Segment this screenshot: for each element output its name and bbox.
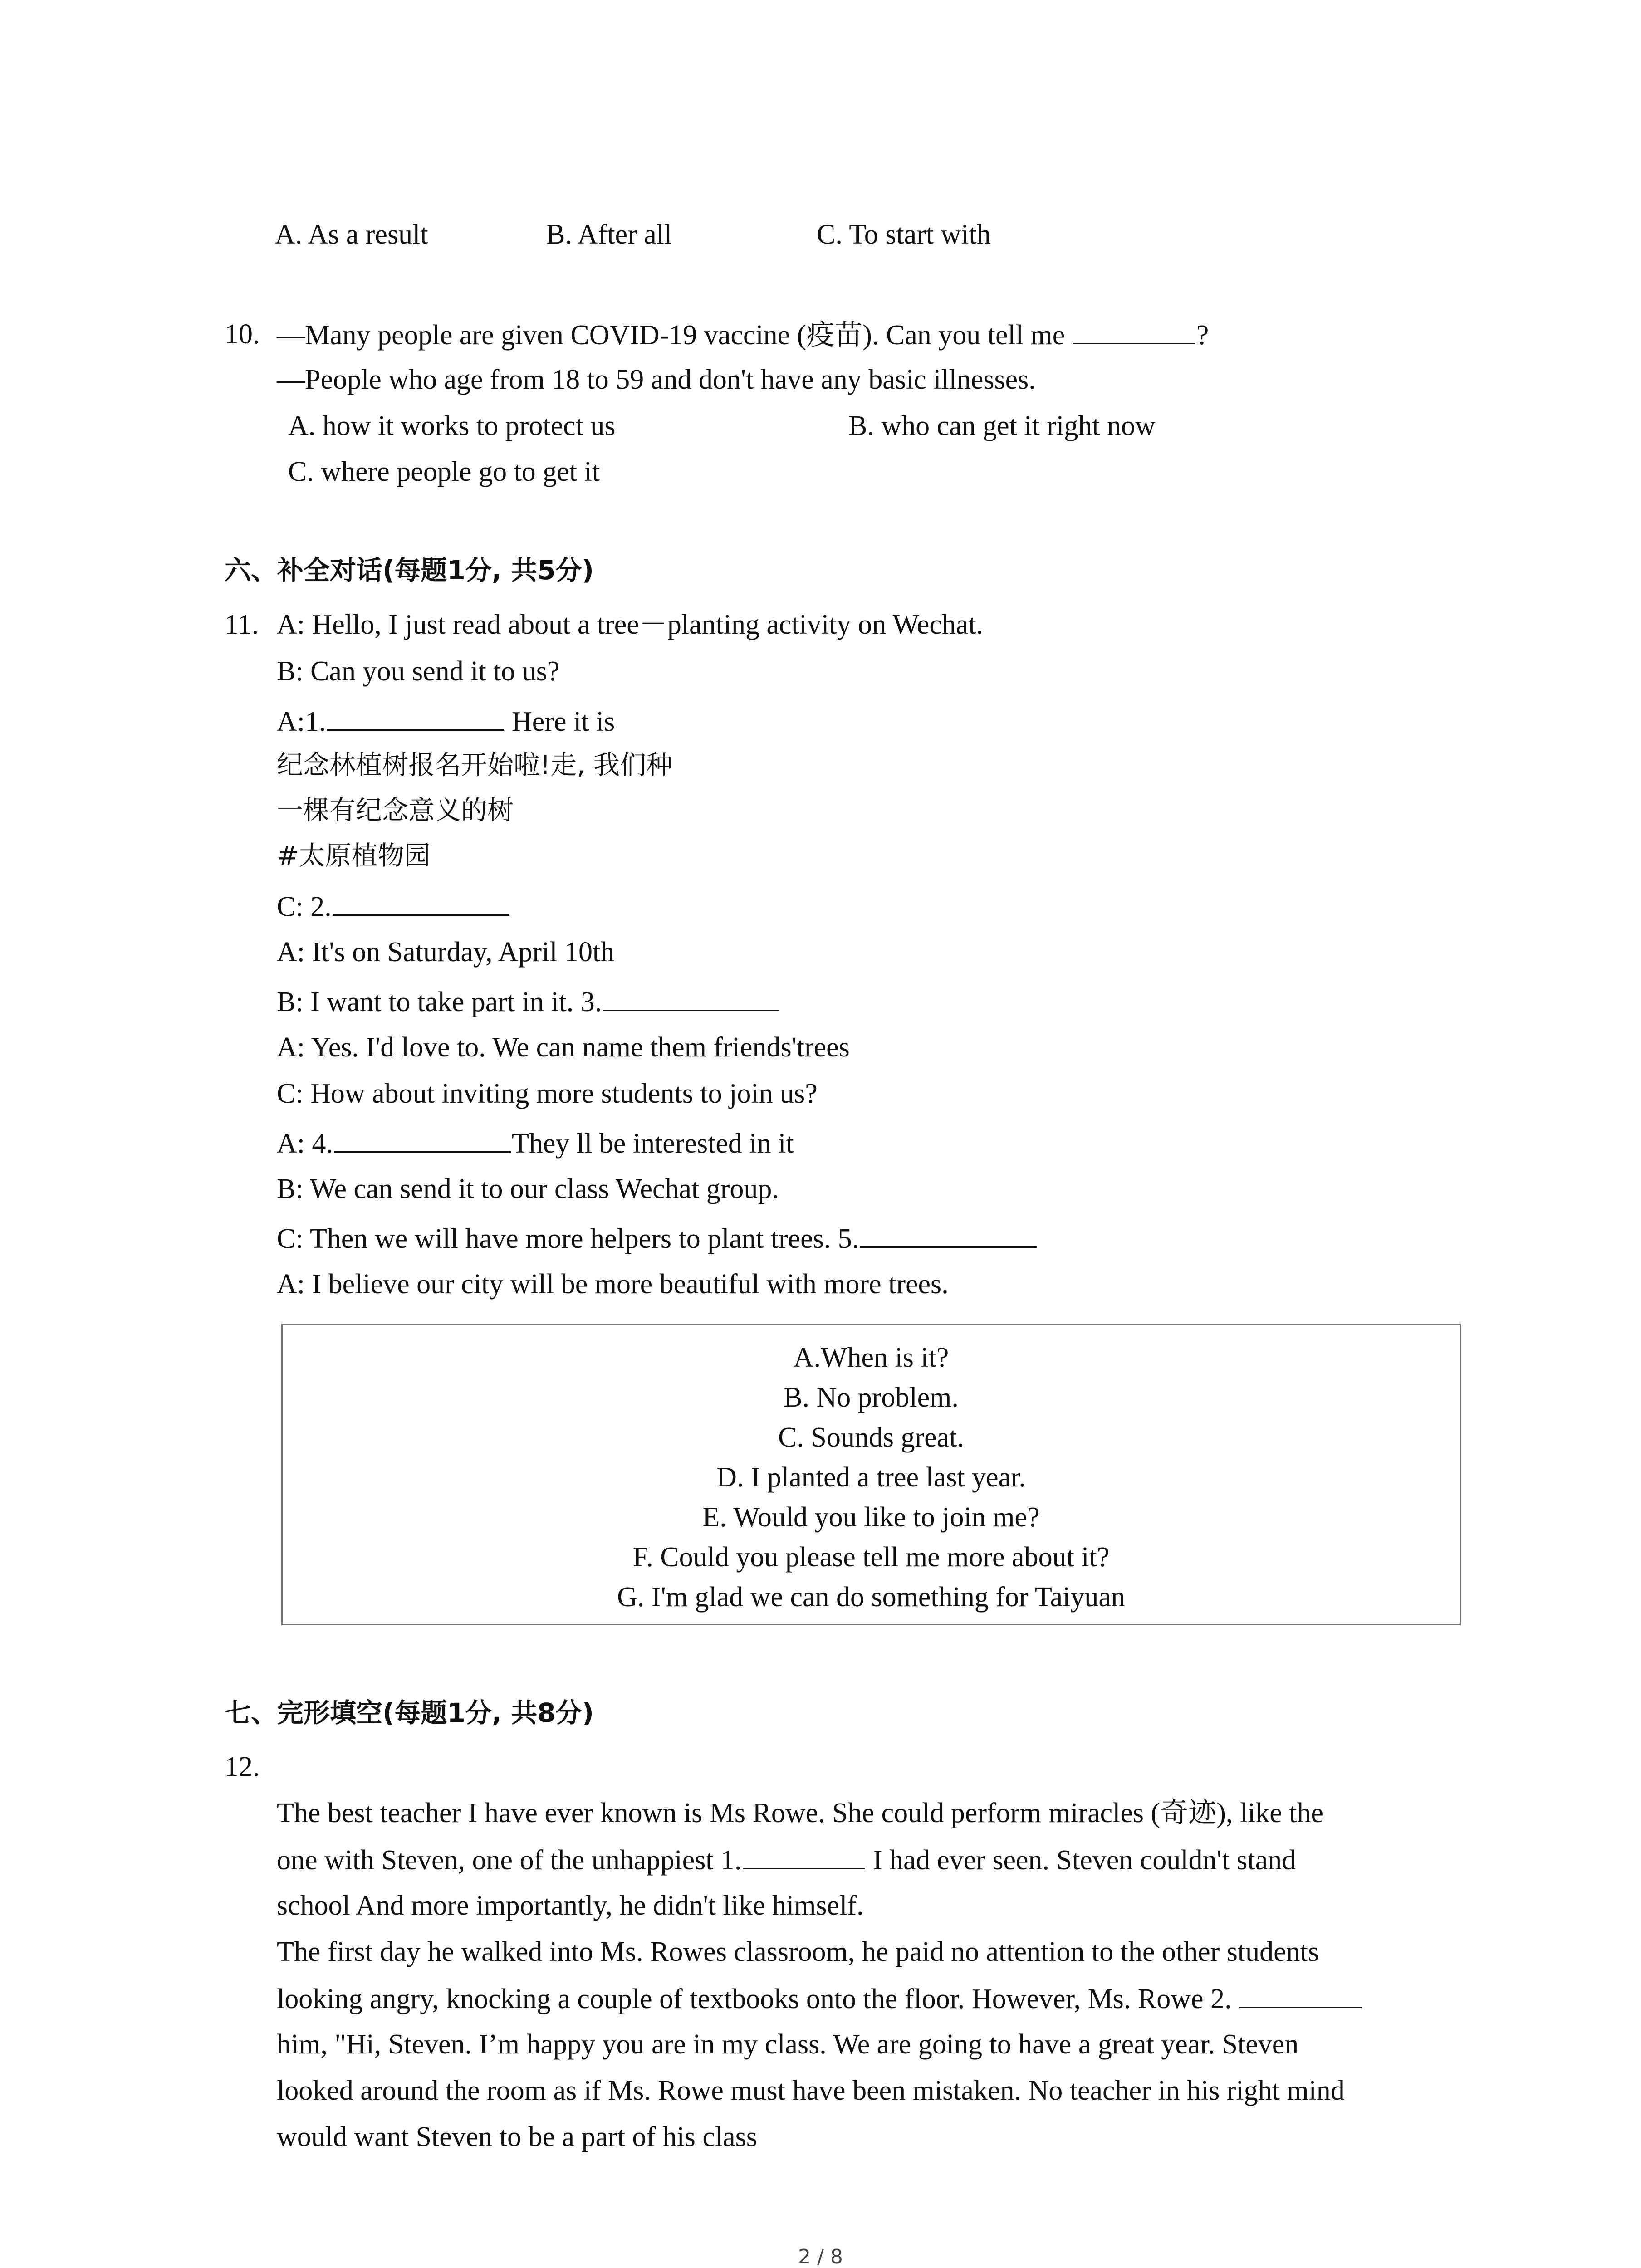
q11-blank-3 — [603, 984, 779, 1011]
q9-option-c: C. To start with — [817, 219, 991, 250]
q11-line-11-text: C: Then we will have more helpers to plant trees. 5. — [277, 1223, 859, 1254]
q11-line-4-text: C: 2. — [277, 891, 332, 922]
q11-line-7: A: Yes. I'd love to. We can name them friends'trees — [277, 1032, 850, 1063]
section-6-heading: 六、补全对话(每题1分, 共5分) — [225, 555, 594, 586]
q11-blank-1 — [327, 704, 504, 731]
q11-line-8: C: How about inviting more students to join us? — [277, 1078, 818, 1109]
q11-line-9-end: They ll be interested in it — [512, 1128, 794, 1159]
q9-option-a: A. As a result — [275, 219, 428, 250]
q10-blank — [1073, 318, 1195, 344]
q12-paragraph-1-line-1: The best teacher I have ever known is Ms Rowe. She could perform miracles (奇迹), like the — [277, 1798, 1324, 1828]
q12-paragraph-2-line-3: him, "Hi, Steven. I’m happy you are in my class. We are going to have a great year. Steven — [277, 2029, 1299, 2060]
q12-p2-l2-text: looking angry, knocking a couple of textbooks onto the floor. However, Ms. Rowe 2. — [277, 1983, 1239, 2014]
q11-option-b: B. No problem. — [784, 1382, 959, 1413]
q11-option-f: F. Could you please tell me more about it? — [632, 1542, 1110, 1573]
q11-line-3 — [277, 704, 615, 738]
q11-line-9-text: A: 4. — [277, 1128, 333, 1159]
q11-line-5: A: It's on Saturday, April 10th — [277, 937, 615, 968]
q11-line-1: A: Hello, I just read about a tree－planting activity on Wechat. — [277, 609, 984, 640]
q11-line-2: B: Can you send it to us? — [277, 656, 560, 687]
q12-paragraph-2-line-2 — [277, 1981, 1363, 2016]
q11-blank-5 — [860, 1221, 1037, 1248]
q11-options-box — [281, 1324, 1461, 1625]
q12-paragraph-2-line-4: looked around the room as if Ms. Rowe must have been mistaken. No teacher in his right mind — [277, 2075, 1345, 2106]
q12-p1-l2-end: I had ever seen. Steven couldn't stand — [866, 1844, 1296, 1876]
q11-blank-2 — [333, 889, 509, 916]
q9-option-b: B. After all — [546, 219, 672, 250]
q11-line-11 — [277, 1221, 1038, 1256]
q11-option-a: A.When is it? — [793, 1342, 949, 1373]
q11-option-g: G. I'm glad we can do something for Taiyuan — [617, 1582, 1125, 1613]
q11-wechat-line-2: 一棵有纪念意义的树 — [277, 795, 514, 826]
q12-number: 12. — [225, 1751, 260, 1782]
q12-paragraph-2-line-1: The first day he walked into Ms. Rowes classroom, he paid no attention to the other students — [277, 1936, 1319, 1967]
q11-blank-4 — [334, 1126, 511, 1153]
q11-line-3-text: A:1. — [277, 706, 326, 737]
q12-p1-l2-text: one with Steven, one of the unhappiest 1. — [277, 1844, 742, 1876]
q11-option-d: D. I planted a tree last year. — [716, 1462, 1026, 1493]
q10-option-a: A. how it works to protect us — [288, 411, 616, 441]
q11-wechat-line-1: 纪念林植树报名开始啦!走, 我们种 — [277, 749, 673, 780]
q11-wechat-line-3: #太原植物园 — [277, 840, 431, 871]
q11-line-10: B: We can send it to our class Wechat group. — [277, 1173, 779, 1204]
q11-line-9 — [277, 1126, 794, 1160]
q12-paragraph-1-line-3: school And more importantly, he didn't like himself. — [277, 1890, 864, 1921]
q10-option-c: C. where people go to get it — [288, 456, 600, 487]
q11-line-6-text: B: I want to take part in it. 3. — [277, 986, 602, 1017]
q12-paragraph-2-line-5: would want Steven to be a part of his class — [277, 2121, 757, 2152]
q10-option-b: B. who can get it right now — [848, 411, 1156, 441]
q11-line-6 — [277, 984, 780, 1019]
q10-number: 10. — [225, 319, 260, 350]
q12-paragraph-1-line-2 — [277, 1843, 1296, 1877]
page-number: 2 / 8 — [798, 2245, 843, 2268]
q11-number: 11. — [225, 609, 259, 640]
q11-line-12: A: I believe our city will be more beautiful with more trees. — [277, 1269, 949, 1300]
q10-line-2: —People who age from 18 to 59 and don't have any basic illnesses. — [277, 364, 1036, 395]
q11-option-e: E. Would you like to join me? — [702, 1502, 1040, 1533]
q10-line-1 — [277, 318, 1209, 352]
q10-line-1-end: ? — [1196, 319, 1209, 351]
q10-line-1-text: —Many people are given COVID-19 vaccine (疫苗). Can you tell me — [277, 319, 1072, 351]
q12-blank-2 — [1239, 1981, 1362, 2008]
section-7-heading: 七、完形填空(每题1分, 共8分) — [225, 1697, 594, 1728]
q11-option-c: C. Sounds great. — [778, 1422, 964, 1453]
q11-line-4 — [277, 889, 510, 924]
q11-line-3-end: Here it is — [505, 706, 615, 737]
q12-blank-1 — [743, 1843, 865, 1869]
